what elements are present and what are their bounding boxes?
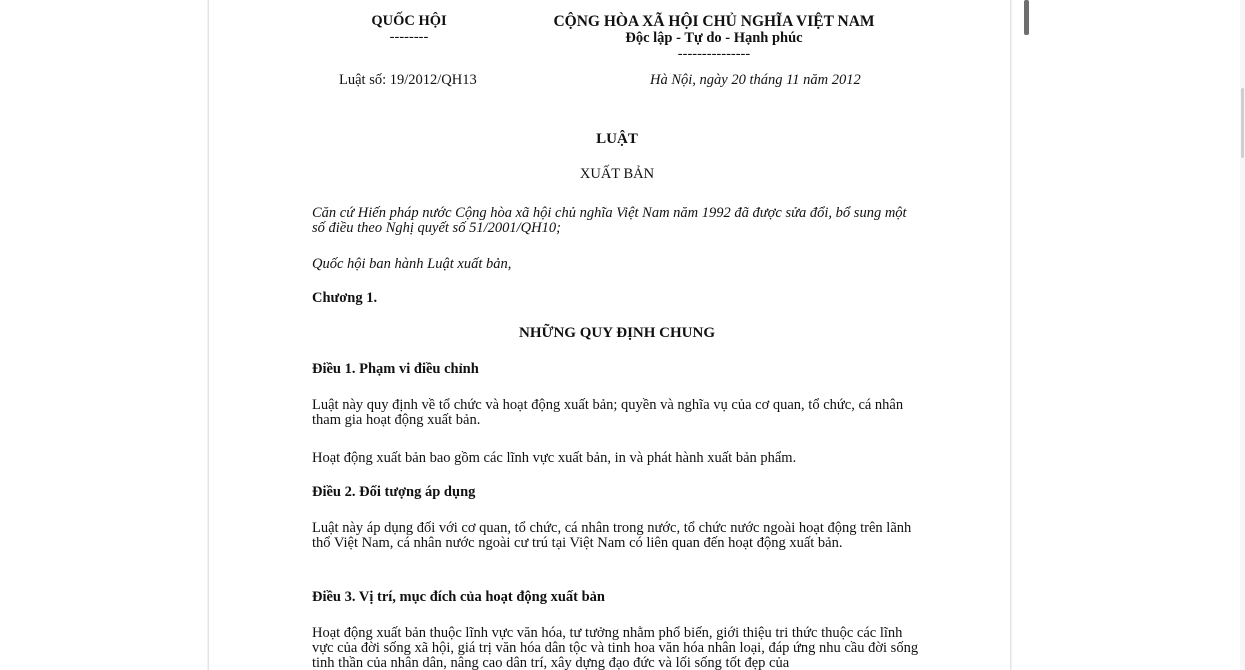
chapter-label: Chương 1.: [312, 290, 378, 306]
document-scrollbar-thumb[interactable]: [1024, 0, 1029, 35]
article-1-heading: Điều 1. Phạm vi điều chỉnh: [312, 361, 479, 377]
article-2-paragraph-1: Luật này áp dụng đối với cơ quan, tổ chức, cá nhân trong nước, tổ chức nước ngoài hoạt động trên lãnh thổ Việt Nam, cá nhân nước ngoài cư trú tại Việt Nam có liên quan đến hoạt động xuất bản.: [312, 520, 912, 551]
article-1-paragraph-2: Hoạt động xuất bản bao gồm các lĩnh vực xuất bản, in và phát hành xuất bản phẩm.: [312, 450, 797, 466]
nation-name: CỘNG HÒA XÃ HỘI CHỦ NGHĨA VIỆT NAM: [553, 13, 875, 30]
issuer-name: QUỐC HỘI: [371, 13, 447, 29]
law-number: Luật số: 19/2012/QH13: [339, 72, 477, 88]
preamble-enactment: Quốc hội ban hành Luật xuất bản,: [312, 256, 512, 272]
national-motto: Độc lập - Tự do - Hạnh phúc: [625, 30, 803, 46]
article-3-paragraph-1: Hoạt động xuất bản thuộc lĩnh vực văn hóa, tư tưởng nhằm phổ biến, giới thiệu tri thức thuộc các lĩnh vực của đời sống xã hội, giá trị văn hóa dân tộc và tinh hoa văn hóa nhân loại, đáp ứng nhu cầu đời sống tinh thần của nhân dân, nâng cao dân trí, xây dựng đạo đức và lối sống tốt đẹp của: [312, 625, 919, 670]
document-page: [208, 0, 1011, 670]
document-name-title: XUẤT BẢN: [579, 166, 655, 182]
article-3-heading: Điều 3. Vị trí, mục đích của hoạt động xuất bản: [312, 589, 605, 605]
chapter-title: NHỮNG QUY ĐỊNH CHUNG: [519, 325, 715, 341]
window-scrollbar-thumb[interactable]: [1241, 88, 1244, 158]
document-type-title: LUẬT: [596, 131, 638, 147]
place-and-date: Hà Nội, ngày 20 tháng 11 năm 2012: [650, 72, 861, 88]
article-1-paragraph-1: Luật này quy định về tổ chức và hoạt động xuất bản; quyền và nghĩa vụ của cơ quan, tổ chức, cá nhân tham gia hoạt động xuất bản.: [312, 397, 904, 428]
motto-rule: ---------------: [677, 46, 751, 62]
preamble-basis: Căn cứ Hiến pháp nước Cộng hòa xã hội chủ nghĩa Việt Nam năm 1992 đã được sửa đổi, bổ sung một số điều theo Nghị quyết số 51/2001/QH10;: [312, 205, 907, 236]
article-2-heading: Điều 2. Đối tượng áp dụng: [312, 484, 476, 500]
issuer-rule: --------: [389, 29, 429, 45]
